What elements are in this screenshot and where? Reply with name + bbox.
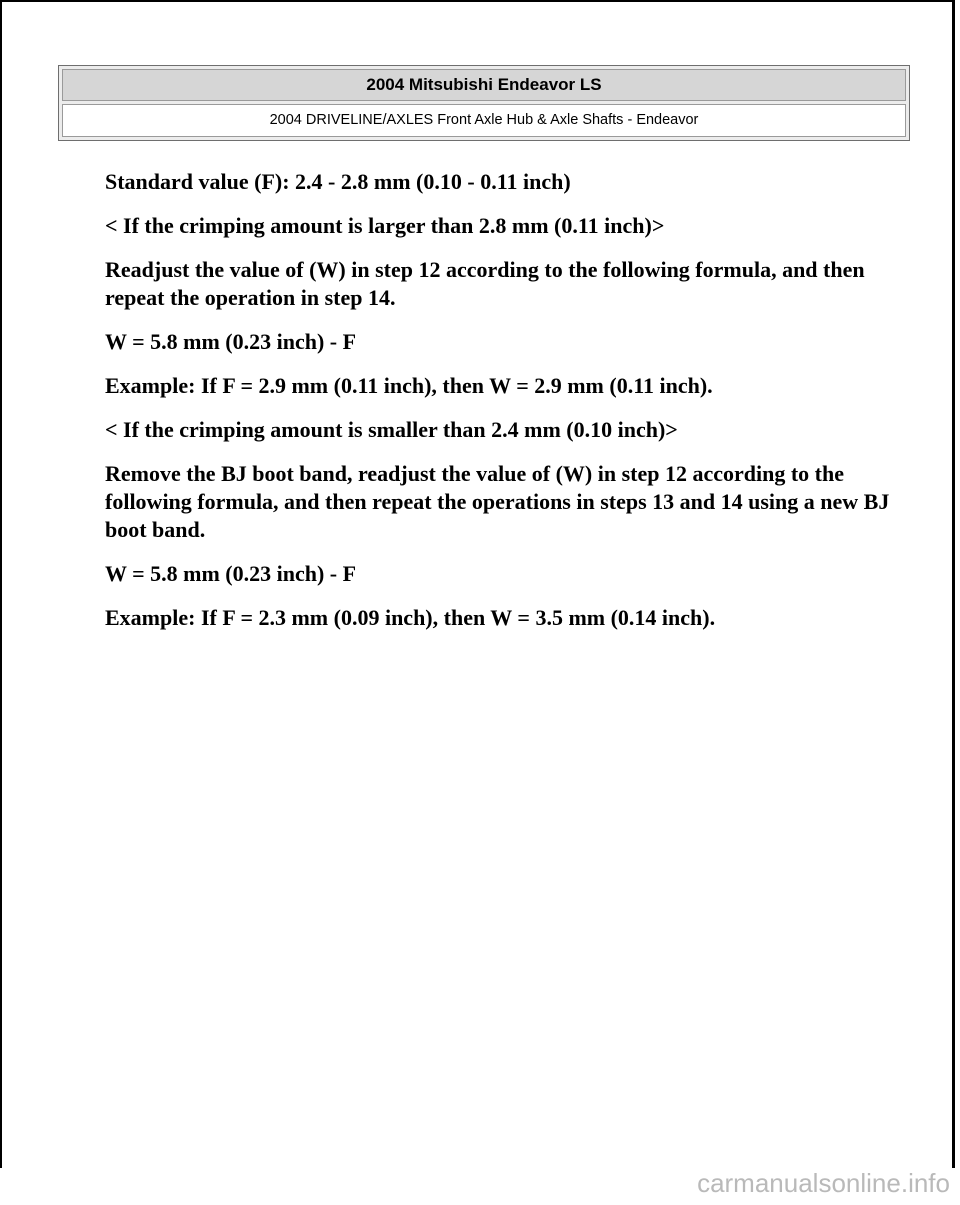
watermark: carmanualsonline.info bbox=[697, 1168, 950, 1198]
standard-value-line: Standard value (F): 2.4 - 2.8 mm (0.10 - 0.11 inch) bbox=[105, 169, 571, 194]
document-header bbox=[58, 65, 910, 141]
document-body bbox=[105, 168, 905, 648]
document-title: 2004 Mitsubishi Endeavor LS bbox=[62, 69, 906, 101]
readjust-instruction: Readjust the value of (W) in step 12 according to the following formula, and then repeat the operation in step 14. bbox=[105, 257, 865, 310]
formula-line: W = 5.8 mm (0.23 inch) - F bbox=[105, 329, 357, 354]
condition-smaller-heading: < If the crimping amount is smaller than 2.4 mm (0.10 inch)> bbox=[105, 417, 678, 442]
example-line: Example: If F = 2.3 mm (0.09 inch), then W = 3.5 mm (0.14 inch). bbox=[105, 605, 716, 630]
remove-band-instruction: Remove the BJ boot band, readjust the value of (W) in step 12 according to the following formula, and then repeat the operations in steps 13 and 14 using a new BJ boot band. bbox=[105, 461, 890, 542]
document-subtitle: 2004 DRIVELINE/AXLES Front Axle Hub & Axle Shafts - Endeavor bbox=[62, 104, 906, 137]
example-line: Example: If F = 2.9 mm (0.11 inch), then W = 2.9 mm (0.11 inch). bbox=[105, 373, 713, 398]
condition-larger-heading: < If the crimping amount is larger than 2.8 mm (0.11 inch)> bbox=[105, 213, 665, 238]
formula-line: W = 5.8 mm (0.23 inch) - F bbox=[105, 561, 357, 586]
